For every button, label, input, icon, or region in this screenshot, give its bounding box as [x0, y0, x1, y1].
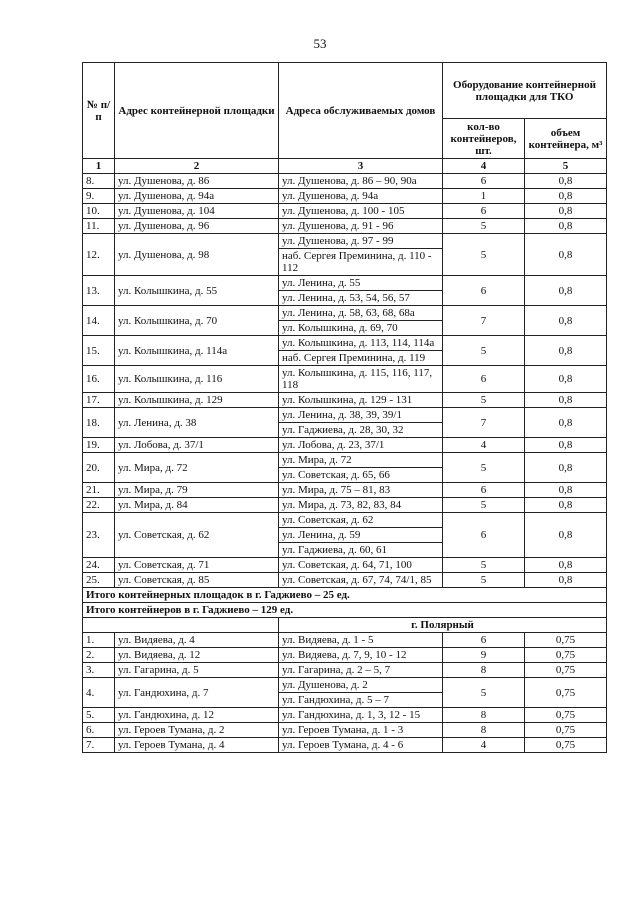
row-number: 14.: [83, 306, 115, 336]
site-address: ул. Душенова, д. 98: [115, 234, 279, 276]
container-count: 9: [443, 648, 525, 663]
served-house: ул. Героев Тумана, д. 4 - 6: [279, 738, 443, 753]
table-row: [83, 648, 607, 663]
served-house: наб. Сергея Преминина, д. 119: [279, 351, 443, 366]
site-address: ул. Колышкина, д. 116: [115, 366, 279, 393]
served-house: ул. Гаджиева, д. 28, 30, 32: [279, 423, 443, 438]
site-address: ул. Советская, д. 62: [115, 513, 279, 558]
table-row: [83, 663, 607, 678]
served-house: ул. Гандюхина, д. 1, 3, 12 - 15: [279, 708, 443, 723]
container-volume: 0,8: [525, 336, 607, 366]
row-number: 16.: [83, 366, 115, 393]
container-count: 5: [443, 336, 525, 366]
table-row: [83, 438, 607, 453]
served-house: ул. Гандюхина, д. 5 – 7: [279, 693, 443, 708]
table-row: [83, 513, 607, 528]
container-volume: 0,8: [525, 204, 607, 219]
total-containers-row: [83, 603, 607, 618]
table-row: [83, 633, 607, 648]
table-row: [83, 558, 607, 573]
row-number: 19.: [83, 438, 115, 453]
served-house: ул. Героев Тумана, д. 1 - 3: [279, 723, 443, 738]
row-number: 7.: [83, 738, 115, 753]
site-address: ул. Гагарина, д. 5: [115, 663, 279, 678]
row-number: 9.: [83, 189, 115, 204]
container-count: 5: [443, 678, 525, 708]
header-site-address: Адрес контейнерной площадки: [115, 63, 279, 159]
column-index: 5: [525, 159, 607, 174]
table-row: [83, 408, 607, 423]
site-address: ул. Мира, д. 72: [115, 453, 279, 483]
row-number: 11.: [83, 219, 115, 234]
header-houses: Адреса обслуживаемых домов: [279, 63, 443, 159]
container-count: 7: [443, 306, 525, 336]
container-count: 6: [443, 204, 525, 219]
total-containers-row-text: Итого контейнеров в г. Гаджиево – 129 ед.: [83, 603, 607, 618]
site-address: ул. Советская, д. 85: [115, 573, 279, 588]
row-number: 1.: [83, 633, 115, 648]
container-count: 5: [443, 219, 525, 234]
site-address: ул. Колышкина, д. 129: [115, 393, 279, 408]
site-address: ул. Видяева, д. 4: [115, 633, 279, 648]
table-row: [83, 483, 607, 498]
container-volume: 0,8: [525, 366, 607, 393]
container-count: 4: [443, 438, 525, 453]
served-house: ул. Гаджиева, д. 60, 61: [279, 543, 443, 558]
table-row: [83, 189, 607, 204]
column-index: 3: [279, 159, 443, 174]
served-house: ул. Мира, д. 72: [279, 453, 443, 468]
container-volume: 0,8: [525, 453, 607, 483]
container-volume: 0,8: [525, 558, 607, 573]
served-house: ул. Ленина, д. 58, 63, 68, 68а: [279, 306, 443, 321]
served-house: ул. Душенова, д. 100 - 105: [279, 204, 443, 219]
container-count: 5: [443, 393, 525, 408]
container-count: 5: [443, 573, 525, 588]
container-volume: 0,8: [525, 174, 607, 189]
row-number: 8.: [83, 174, 115, 189]
row-number: 18.: [83, 408, 115, 438]
header-equipment: Оборудование контейнерной площадки для ТКО: [443, 63, 607, 119]
container-volume: 0,8: [525, 498, 607, 513]
served-house: наб. Сергея Преминина, д. 110 - 112: [279, 249, 443, 276]
served-house: ул. Душенова, д. 2: [279, 678, 443, 693]
table-row: [83, 498, 607, 513]
table-row: [83, 366, 607, 393]
container-volume: 0,75: [525, 633, 607, 648]
container-volume: 0,75: [525, 678, 607, 708]
container-count: 6: [443, 513, 525, 558]
container-count: 6: [443, 483, 525, 498]
city-spacer: [83, 618, 279, 633]
site-address: ул. Колышкина, д. 70: [115, 306, 279, 336]
site-address: ул. Лобова, д. 37/1: [115, 438, 279, 453]
served-house: ул. Ленина, д. 59: [279, 528, 443, 543]
container-sites-table: [82, 62, 607, 753]
container-count: 6: [443, 276, 525, 306]
page-number: 53: [313, 36, 327, 51]
site-address: ул. Героев Тумана, д. 4: [115, 738, 279, 753]
row-number: 22.: [83, 498, 115, 513]
city-heading: г. Полярный: [279, 618, 607, 633]
table-row: [83, 276, 607, 291]
table-row: [83, 204, 607, 219]
header-num: № п/п: [83, 63, 115, 159]
container-count: 1: [443, 189, 525, 204]
site-address: ул. Душенова, д. 104: [115, 204, 279, 219]
served-house: ул. Советская, д. 62: [279, 513, 443, 528]
container-volume: 0,8: [525, 306, 607, 336]
total-sites-row-text: Итого контейнерных площадок в г. Гаджиево – 25 ед.: [83, 588, 607, 603]
served-house: ул. Мира, д. 73, 82, 83, 84: [279, 498, 443, 513]
row-number: 10.: [83, 204, 115, 219]
site-address: ул. Видяева, д. 12: [115, 648, 279, 663]
total-sites-row: [83, 588, 607, 603]
site-address: ул. Советская, д. 71: [115, 558, 279, 573]
container-count: 8: [443, 708, 525, 723]
served-house: ул. Душенова, д. 97 - 99: [279, 234, 443, 249]
container-count: 8: [443, 723, 525, 738]
site-address: ул. Героев Тумана, д. 2: [115, 723, 279, 738]
container-count: 5: [443, 453, 525, 483]
container-volume: 0,75: [525, 738, 607, 753]
served-house: ул. Видяева, д. 1 - 5: [279, 633, 443, 648]
served-house: ул. Советская, д. 65, 66: [279, 468, 443, 483]
container-volume: 0,75: [525, 648, 607, 663]
container-count: 5: [443, 498, 525, 513]
row-number: 15.: [83, 336, 115, 366]
container-volume: 0,8: [525, 573, 607, 588]
served-house: ул. Колышкина, д. 113, 114, 114а: [279, 336, 443, 351]
site-address: ул. Колышкина, д. 55: [115, 276, 279, 306]
container-volume: 0,8: [525, 513, 607, 558]
served-house: ул. Советская, д. 67, 74, 74/1, 85: [279, 573, 443, 588]
row-number: 5.: [83, 708, 115, 723]
served-house: ул. Гагарина, д. 2 – 5, 7: [279, 663, 443, 678]
served-house: ул. Душенова, д. 86 – 90, 90а: [279, 174, 443, 189]
served-house: ул. Лобова, д. 23, 37/1: [279, 438, 443, 453]
table-row: [83, 453, 607, 468]
header-count: кол-во контейнеров, шт.: [443, 119, 525, 159]
city-heading-row: [83, 618, 607, 633]
table-row: [83, 306, 607, 321]
site-address: ул. Гандюхина, д. 12: [115, 708, 279, 723]
column-index: 2: [115, 159, 279, 174]
table-row: [83, 336, 607, 351]
container-count: 8: [443, 663, 525, 678]
row-number: 13.: [83, 276, 115, 306]
table-row: [83, 708, 607, 723]
served-house: ул. Душенова, д. 94а: [279, 189, 443, 204]
served-house: ул. Советская, д. 64, 71, 100: [279, 558, 443, 573]
served-house: ул. Колышкина, д. 115, 116, 117, 118: [279, 366, 443, 393]
site-address: ул. Ленина, д. 38: [115, 408, 279, 438]
row-number: 23.: [83, 513, 115, 558]
row-number: 21.: [83, 483, 115, 498]
container-count: 6: [443, 366, 525, 393]
container-volume: 0,8: [525, 276, 607, 306]
served-house: ул. Ленина, д. 55: [279, 276, 443, 291]
served-house: ул. Ленина, д. 38, 39, 39/1: [279, 408, 443, 423]
site-address: ул. Мира, д. 84: [115, 498, 279, 513]
served-house: ул. Колышкина, д. 129 - 131: [279, 393, 443, 408]
served-house: ул. Видяева, д. 7, 9, 10 - 12: [279, 648, 443, 663]
container-volume: 0,75: [525, 723, 607, 738]
served-house: ул. Душенова, д. 91 - 96: [279, 219, 443, 234]
header-volume: объем контейнера, м³: [525, 119, 607, 159]
container-volume: 0,8: [525, 219, 607, 234]
site-address: ул. Душенова, д. 86: [115, 174, 279, 189]
row-number: 12.: [83, 234, 115, 276]
container-volume: 0,8: [525, 189, 607, 204]
container-count: 6: [443, 633, 525, 648]
container-count: 7: [443, 408, 525, 438]
site-address: ул. Гандюхина, д. 7: [115, 678, 279, 708]
container-count: 5: [443, 558, 525, 573]
column-index: 1: [83, 159, 115, 174]
container-volume: 0,8: [525, 408, 607, 438]
site-address: ул. Душенова, д. 96: [115, 219, 279, 234]
table-row: [83, 738, 607, 753]
table-row: [83, 174, 607, 189]
container-count: 6: [443, 174, 525, 189]
table-row: [83, 723, 607, 738]
container-volume: 0,8: [525, 393, 607, 408]
container-volume: 0,75: [525, 708, 607, 723]
row-number: 25.: [83, 573, 115, 588]
row-number: 17.: [83, 393, 115, 408]
container-volume: 0,8: [525, 483, 607, 498]
served-house: ул. Мира, д. 75 – 81, 83: [279, 483, 443, 498]
container-count: 5: [443, 234, 525, 276]
table-row: [83, 573, 607, 588]
row-number: 2.: [83, 648, 115, 663]
table-row: [83, 219, 607, 234]
container-volume: 0,8: [525, 438, 607, 453]
column-index-row: [83, 159, 607, 174]
site-address: ул. Колышкина, д. 114а: [115, 336, 279, 366]
table-row: [83, 393, 607, 408]
table-row: [83, 234, 607, 249]
row-number: 24.: [83, 558, 115, 573]
site-address: ул. Душенова, д. 94а: [115, 189, 279, 204]
table-row: [83, 678, 607, 693]
served-house: ул. Колышкина, д. 69, 70: [279, 321, 443, 336]
container-volume: 0,75: [525, 663, 607, 678]
row-number: 6.: [83, 723, 115, 738]
row-number: 4.: [83, 678, 115, 708]
site-address: ул. Мира, д. 79: [115, 483, 279, 498]
served-house: ул. Ленина, д. 53, 54, 56, 57: [279, 291, 443, 306]
container-count: 4: [443, 738, 525, 753]
column-index: 4: [443, 159, 525, 174]
container-volume: 0,8: [525, 234, 607, 276]
row-number: 20.: [83, 453, 115, 483]
row-number: 3.: [83, 663, 115, 678]
